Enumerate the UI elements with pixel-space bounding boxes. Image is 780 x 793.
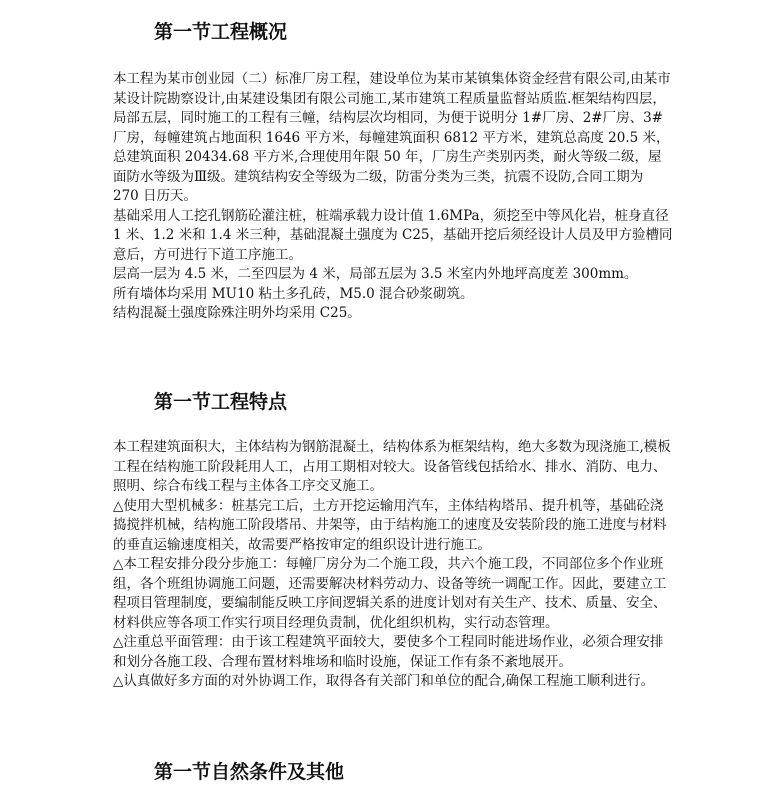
paragraph-coordination: △认真做好多方面的对外协调工作，取得各有关部门和单位的配合,确保工程施工顺利进行。 <box>113 673 655 689</box>
paragraph-staged-construction: △本工程安排分段分步施工：每幢厂房分为二个施工段，共六个施工段，不同部位多个作业班组，各个班组协调施工问题，还需要解决材料劳动力、设备等统一调配工作。因此，要建立工程项目管理制度，要编制能反映工序间逻辑关系的进度计划对有关生产、技术、质量、安全、材料供应等各项工作实行项目经理负责制，优化组织机构，实行动态管理。 <box>113 556 667 631</box>
paragraph-foundation: 基础采用人工挖孔钢筋砼灌注桩，桩端承载力设计值 1.6MPa，须挖至中等风化岩，桩身直径 1 米、1.2 米和 1.4 米三种，基础混凝土强度为 C25，基础开挖后须经设计人员及甲方验槽同意后，方可进行下道工序施工。 <box>113 207 673 263</box>
section-heading-features: 第一节工程特点 <box>154 391 288 413</box>
section-body-overview <box>113 70 673 324</box>
section-heading-natural-conditions: 第一节自然条件及其他 <box>154 761 345 783</box>
section-heading-overview: 第一节工程概况 <box>154 21 288 43</box>
paragraph-heavy-machinery: △使用大型机械多：桩基完工后，土方开挖运输用汽车，主体结构塔吊、提升机等，基础砼浇捣搅拌机械，结构施工阶段塔吊、井架等，由于结构施工的速度及安装阶段的施工进度与材料的垂直运输速度相关，故需要严格按审定的组织设计进行施工。 <box>113 497 667 553</box>
paragraph-features-intro: 本工程建筑面积大，主体结构为钢筋混凝土，结构体系为框架结构，绝大多数为现浇施工,模板工程在结构施工阶段耗用人工，占用工期相对较大。设备管线包括给水、排水、消防、电力、照明、综合布线工程与主体各工序交叉施工。 <box>113 439 671 494</box>
paragraph-site-layout: △注重总平面管理：由于该工程建筑平面较大，要使多个工程同时能进场作业，必须合理安排和划分各施工段、合理布置材料堆场和临时设施，保证工作有条不紊地展开。 <box>113 634 664 670</box>
section-body-features <box>113 438 673 692</box>
paragraph-concrete-strength: 结构混凝土强度除殊注明外均采用 C25。 <box>113 305 361 321</box>
paragraph-project-intro: 本工程为某市创业园（二）标准厂房工程，建设单位为某市某镇集体资金经营有限公司,由某市某设计院勘察设计,由某建设集团有限公司施工,某市建筑工程质量监督站质监.框架结构四层，局部五层，同时施工的工程有三幢，结构层次均相同，为便于说明分 1#厂房、2#厂房、3#厂房，每幢建筑占地面积 1646 平方米，每幢建筑面积 6812 平方米，建筑总高度 20.5 米，总建筑面积 20434.68 平方米,合理使用年限 50 年，厂房生产类别丙类，耐火等级二级，屋面防水等级为Ⅲ级。建筑结构安全等级为二级，防雷分类为三类，抗震不设防,合同工期为 270 日历天。 <box>113 71 671 204</box>
paragraph-walls: 所有墙体均采用 MU10 粘土多孔砖，M5.0 混合砂浆砌筑。 <box>113 285 474 302</box>
paragraph-floor-heights: 层高一层为 4.5 米，二至四层为 4 米，局部五层为 3.5 米室内外地坪高度差 300mm。 <box>113 266 638 282</box>
